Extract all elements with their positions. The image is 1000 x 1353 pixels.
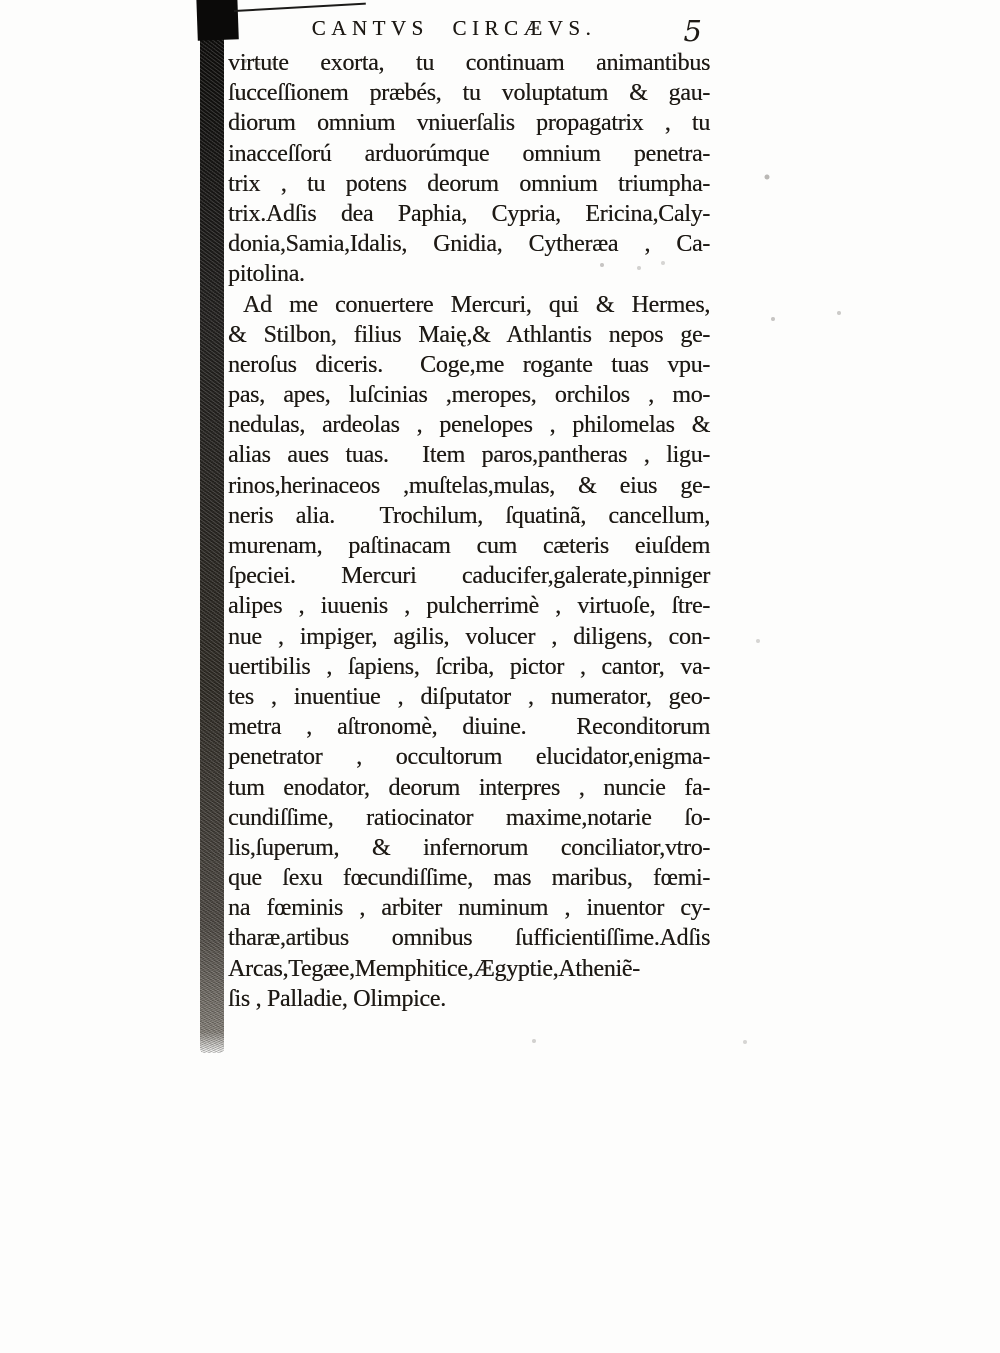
text-line: alias aues tuas. Item paros,pantheras , ligu- — [228, 442, 710, 469]
running-title: CANTVS CIRCÆVS. — [311, 16, 597, 40]
text-line: lis,ſuperum, & infernorum conciliator,vtro- — [228, 834, 710, 861]
text-line: nedulas, ardeolas , penelopes , philomelas & — [228, 412, 710, 439]
text-line: pitolina. — [228, 261, 305, 288]
body-text — [228, 48, 710, 1014]
text-line: murenam, paſtinacam cum cæteris eiuſdem — [228, 533, 710, 559]
text-line: donia,Samia,Idalis, Gnidia, Cytheræa , Ca- — [228, 231, 710, 258]
text-line: trix , tu potens deorum omnium triumpha- — [228, 170, 710, 197]
running-header — [228, 16, 710, 48]
text-line: na fœminis , arbiter numinum , inuentor cy- — [228, 895, 710, 922]
text-line: trix.Adſis dea Paphia, Cypria, Ericina,Caly- — [228, 200, 710, 227]
page-edge-line — [234, 3, 366, 12]
binding-gutter-shadow — [200, 0, 224, 1053]
text-line: nue , impiger, agilis, volucer , diligens, con- — [228, 623, 710, 650]
text-line: diorum omnium vniuerſalis propagatrix , tu — [228, 110, 710, 137]
text-line: rinos,herinaceos ,muſtelas,mulas, & eius ge- — [228, 472, 710, 499]
page-number: 5 — [683, 14, 702, 48]
text-line: neroſus diceris. Coge,me rogante tuas vpu- — [228, 351, 710, 378]
text-line: ſis , Palladie, Olimpice. — [228, 985, 446, 1012]
text-line: que ſexu fœcundiſſime, mas maribus, fœmi- — [228, 865, 710, 892]
text-line: neris alia. Trochilum, ſquatinã, cancellum, — [228, 502, 710, 529]
text-line: alipes , iuuenis , pulcherrimè , virtuoſe, ſtre- — [228, 593, 710, 620]
text-line: metra , aſtronomè, diuine. Reconditorum — [228, 714, 710, 741]
text-line: ſpeciei. Mercuri caducifer,galerate,pinniger — [228, 563, 710, 590]
text-line: penetrator , occultorum elucidator,enigma- — [228, 744, 710, 771]
text-line: cundiſſime, ratiocinator maxime,notarie ſo- — [228, 804, 710, 831]
text-line: ſucceſſionem præbés, tu voluptatum & gau- — [228, 80, 710, 107]
text-line: Arcas,Tegæe,Memphitice,Ægyptie,Atheniẽ- — [228, 955, 640, 982]
text-line: tum enodator, deorum interpres , nuncie fa- — [228, 774, 710, 801]
text-line: virtute exorta, tu continuam animantibus — [228, 50, 710, 76]
text-line: uertibilis , ſapiens, ſcriba, pictor , cantor, va- — [228, 653, 710, 680]
text-line: pas, apes, luſcinias ,meropes, orchilos , mo- — [228, 382, 710, 409]
text-line: tes , inuentiue , diſputator , numerator, geo- — [228, 683, 710, 710]
text-line: & Stilbon, filius Maię,& Athlantis nepos ge- — [228, 321, 710, 348]
scan-noise-specks — [0, 0, 2, 2]
text-line: inacceſſorú arduorúmque omnium penetra- — [228, 140, 710, 167]
text-line: tharæ,artibus omnibus ſufficientiſſime.Adſis — [228, 925, 710, 952]
text-line: Ad me conuertere Mercuri, qui & Hermes, — [243, 291, 710, 318]
